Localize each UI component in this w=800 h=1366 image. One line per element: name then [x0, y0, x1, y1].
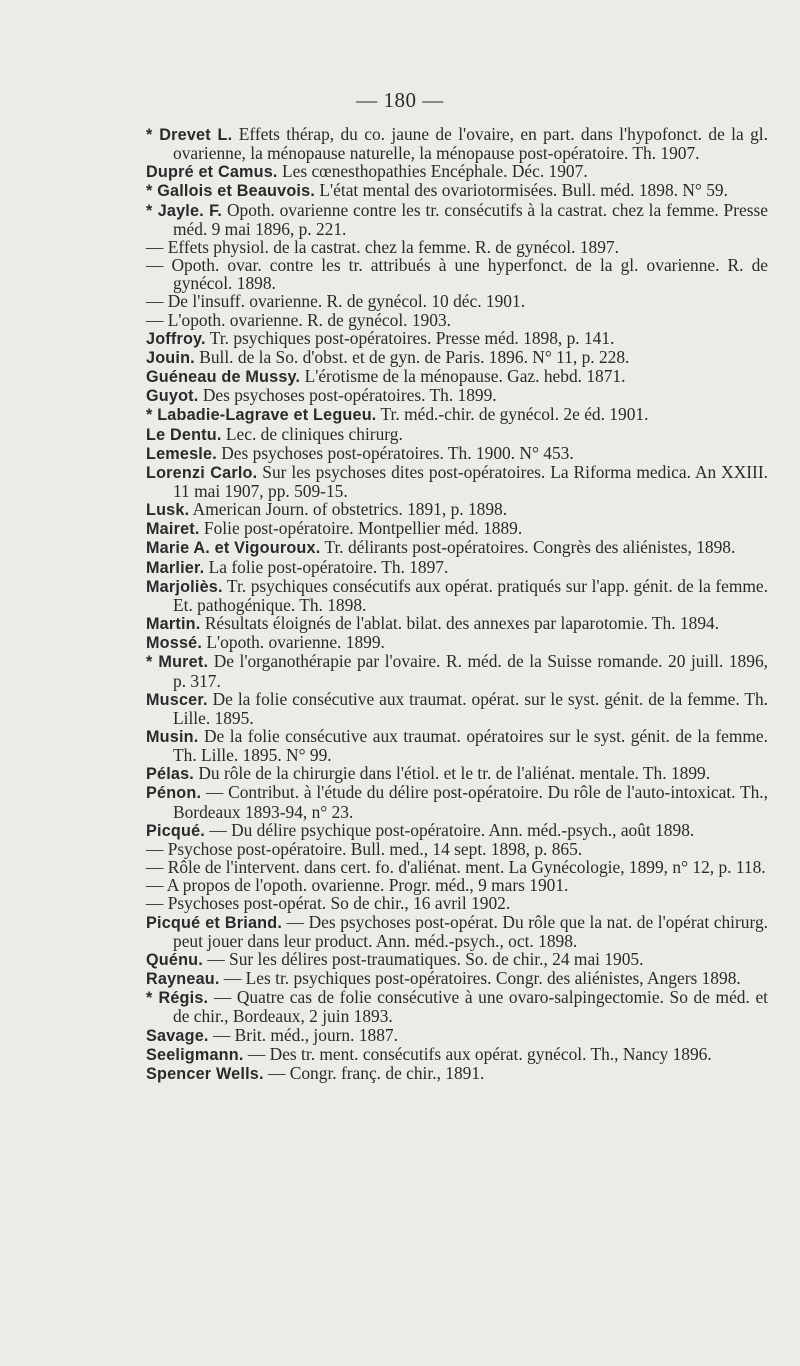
entry-text: — Quatre cas de folie consécutive à une ovaro-salpingectomie. So de méd. et de chir., Bordeaux, 2 juin 1893.	[173, 987, 768, 1027]
entry-author: Marie A. et Vigouroux.	[146, 539, 321, 558]
entry-text: — Opoth. ovar. contre les tr. attribués à une hyperfonct. de la gl. ovarienne. R. de gynécol. 1898.	[146, 255, 768, 294]
entry-text: — Du délire psychique post-opératoire. Ann. méd.-psych., août 1898.	[204, 819, 695, 840]
entry-author: Savage.	[146, 1026, 209, 1045]
bibliography-entry	[146, 500, 768, 519]
bibliography-entry	[146, 256, 768, 292]
entry-author: Dupré et Camus.	[146, 163, 278, 182]
entry-author: Mairet.	[146, 520, 200, 539]
bibliography-entry	[146, 821, 768, 840]
bibliography-entry	[146, 913, 768, 950]
entry-text: Résultats éloignés de l'ablat. bilat. des annexes par laparotomie. Th. 1894.	[200, 613, 720, 634]
bibliography-entry	[146, 463, 768, 500]
bibliography-entry	[146, 783, 768, 820]
entry-author: * Gallois et Beauvois.	[146, 182, 316, 201]
entry-author: Seeligmann.	[146, 1045, 244, 1064]
entry-text: — Effets physiol. de la castrat. chez la femme. R. de gynécol. 1897.	[146, 236, 619, 257]
entry-author: Pénon.	[146, 784, 202, 803]
entry-text: — Congr. franç. de chir., 1891.	[263, 1062, 485, 1083]
bibliography-entry	[146, 690, 768, 727]
entry-author: Le Dentu.	[146, 425, 222, 444]
entry-text: Effets thérap, du co. jaune de l'ovaire, en part. dans l'hypofonct. de la gl. ovarienne, la ménopause naturelle, la ménopause post-opératoire. Th. 1907.	[173, 124, 768, 164]
bibliography-entry	[146, 1026, 768, 1045]
entry-text: American Journ. of obstetrics. 1891, p. 1898.	[189, 499, 508, 520]
bibliography-entry	[146, 162, 768, 181]
entry-author: Musin.	[146, 728, 199, 746]
page-number: — 180 —	[356, 88, 444, 112]
bibliography-list	[146, 125, 768, 1083]
entry-author: Lemesle.	[146, 444, 217, 463]
bibliography-entry	[146, 1064, 768, 1083]
bibliography-entry	[146, 614, 768, 633]
bibliography-entry	[146, 329, 768, 348]
bibliography-entry	[146, 367, 768, 386]
entry-text: — Des psychoses post-opérat. Du rôle que la nat. de l'opérat chirurg. peut jouer dans leur product. Ann. méd.-psych., oct. 1898.	[173, 911, 768, 951]
entry-text: De l'organothérapie par l'ovaire. R. méd. de la Suisse romande. 20 juill. 1896, p. 317.	[173, 651, 768, 691]
entry-author: Marjoliès.	[146, 577, 223, 596]
bibliography-entry	[146, 1045, 768, 1064]
entry-text: Opoth. ovarienne contre les tr. consécutifs à la castrat. chez la femme. Presse méd. 9 mai 1896, p. 221.	[173, 199, 768, 239]
bibliography-entry	[146, 125, 768, 162]
entry-author: Lusk.	[146, 501, 190, 520]
bibliography-entry	[146, 444, 768, 463]
entry-text: — Contribut. à l'étude du délire post-opératoire. Du rôle de l'auto-intoxicat. Th., Bordeaux 1893-94, n° 23.	[173, 782, 768, 822]
entry-text: — Des tr. ment. consécutifs aux opérat. gynécol. Th., Nancy 1896.	[243, 1043, 712, 1064]
bibliography-entry	[146, 425, 768, 444]
entry-text: De la folie consécutive aux traumat. opératoires sur le syst. génit. de la femme. Th. Lille. 1895. N° 99.	[173, 726, 768, 766]
bibliography-entry	[146, 577, 768, 614]
bibliography-entry	[146, 201, 768, 238]
bibliography-entry	[146, 386, 768, 405]
bibliography-entry	[146, 876, 768, 894]
entry-text: Sur les psychoses dites post-opératoires. La Riforma medica. An XXIII. 11 mai 1907, pp. 509-15.	[173, 461, 768, 501]
entry-author: Quénu.	[146, 950, 203, 969]
bibliography-entry	[146, 181, 768, 200]
entry-author: Guéneau de Mussy.	[146, 368, 301, 387]
entry-text: Les cœnesthopathies Encéphale. Déc. 1907.	[277, 161, 588, 182]
bibliography-entry	[146, 840, 768, 858]
entry-author: Mossé.	[146, 634, 203, 653]
entry-author: * Drevet L.	[146, 126, 233, 144]
bibliography-entry	[146, 311, 768, 329]
bibliography-entry	[146, 858, 768, 876]
entry-text: Folie post-opératoire. Montpellier méd. 1889.	[199, 518, 523, 539]
bibliography-entry	[146, 405, 768, 424]
bibliography-entry	[146, 652, 768, 689]
entry-author: Marlier.	[146, 558, 205, 577]
entry-author: * Régis.	[146, 989, 209, 1008]
entry-text: Bull. de la So. d'obst. et de gyn. de Paris. 1896. N° 11, p. 228.	[194, 346, 630, 367]
entry-text: — De l'insuff. ovarienne. R. de gynécol. 10 déc. 1901.	[146, 291, 526, 312]
entry-text: La folie post-opératoire. Th. 1897.	[204, 556, 449, 577]
bibliography-entry	[146, 519, 768, 538]
bibliography-entry	[146, 538, 768, 557]
bibliography-entry	[146, 348, 768, 367]
bibliography-entry	[146, 969, 768, 988]
entry-author: Jouin.	[146, 348, 195, 367]
entry-text: Lec. de cliniques chirurg.	[221, 423, 403, 444]
bibliography-entry	[146, 292, 768, 310]
entry-text: L'état mental des ovariotormisées. Bull. méd. 1898. N° 59.	[315, 180, 728, 201]
bibliography-entry	[146, 633, 768, 652]
entry-text: — Rôle de l'intervent. dans cert. fo. d'aliénat. ment. La Gynécologie, 1899, n° 12, p. 118.	[146, 857, 766, 878]
entry-author: Guyot.	[146, 387, 199, 406]
entry-text: Tr. psychiques post-opératoires. Presse méd. 1898, p. 141.	[205, 327, 615, 348]
entry-text: — L'opoth. ovarienne. R. de gynécol. 1903.	[146, 309, 451, 330]
bibliography-entry	[146, 727, 768, 764]
entry-author: Joffroy.	[146, 329, 206, 348]
entry-author: Pélas.	[146, 765, 194, 784]
entry-author: * Muret.	[146, 653, 209, 672]
entry-author: Muscer.	[146, 690, 208, 709]
entry-text: Des psychoses post-opératoires. Th. 1900. N° 453.	[216, 442, 574, 463]
entry-author: Martin.	[146, 615, 201, 634]
entry-author: Spencer Wells.	[146, 1064, 264, 1083]
entry-text: De la folie consécutive aux traumat. opérat. sur le syst. génit. de la femme. Th. Lille. 1895.	[173, 688, 768, 728]
entry-text: — Psychose post-opératoire. Bull. med., 14 sept. 1898, p. 865.	[146, 838, 583, 859]
bibliography-entry	[146, 894, 768, 912]
entry-text: Tr. psychiques consécutifs aux opérat. pratiqués sur l'app. génit. de la femme. Et. pathogénique. Th. 1898.	[173, 575, 768, 615]
entry-text: L'opoth. ovarienne. 1899.	[202, 632, 385, 653]
entry-author: Picqué et Briand.	[146, 913, 283, 932]
entry-text: Des psychoses post-opératoires. Th. 1899.	[198, 385, 497, 406]
entry-author: * Labadie-Lagrave et Legueu.	[146, 406, 377, 425]
entry-author: * Jayle. F.	[146, 201, 223, 220]
entry-text: — Les tr. psychiques post-opératoires. Congr. des aliénistes, Angers 1898.	[219, 968, 741, 989]
entry-text: — Sur les délires post-traumatiques. So. de chir., 24 mai 1905.	[202, 948, 644, 969]
entry-author: Lorenzi Carlo.	[146, 463, 258, 482]
bibliography-entry	[146, 950, 768, 969]
entry-text: Tr. méd.-chir. de gynécol. 2e éd. 1901.	[376, 404, 649, 425]
entry-author: Rayneau.	[146, 970, 220, 989]
entry-text: Tr. délirants post-opératoires. Congrès des aliénistes, 1898.	[320, 537, 736, 558]
bibliography-entry	[146, 238, 768, 256]
entry-text: L'érotisme de la ménopause. Gaz. hebd. 1871.	[300, 366, 626, 387]
entry-text: — Psychoses post-opérat. So de chir., 16 avril 1902.	[146, 893, 511, 914]
bibliography-entry	[146, 558, 768, 577]
entry-text: Du rôle de la chirurgie dans l'étiol. et le tr. de l'aliénat. mentale. Th. 1899.	[194, 763, 711, 784]
bibliography-entry	[146, 764, 768, 783]
entry-text: — Brit. méd., journ. 1887.	[208, 1024, 398, 1045]
bibliography-entry	[146, 988, 768, 1025]
entry-author: Picqué.	[146, 821, 205, 840]
entry-text: — A propos de l'opoth. ovarienne. Progr. méd., 9 mars 1901.	[146, 875, 569, 896]
